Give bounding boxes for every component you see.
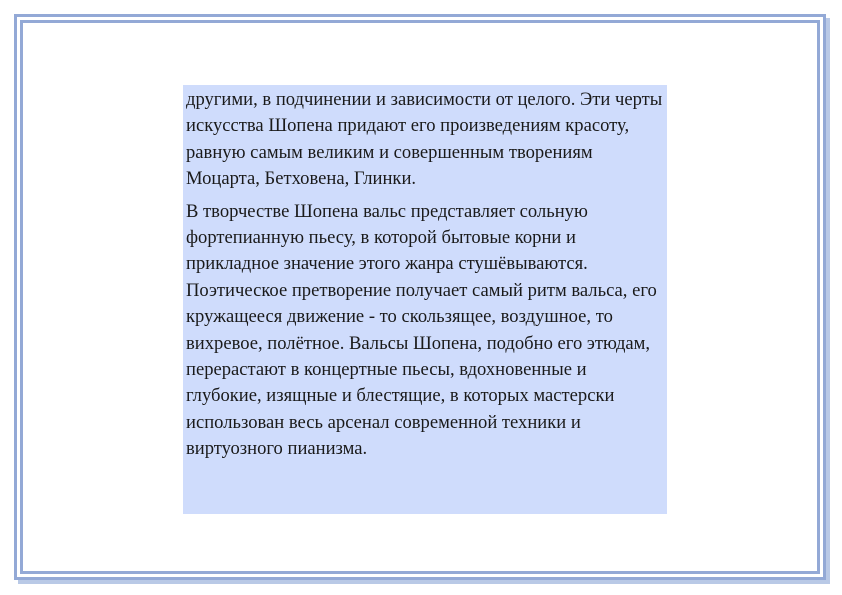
text-block [183, 85, 667, 514]
paragraph-1: другими, в подчинении и зависимости от целого. Эти черты искусства Шопена придают его произведениям красоту, равную самым великим и совершенным творениям Моцарта, Бетховена, Глинки. [186, 89, 663, 190]
paragraph-2: В творчестве Шопена вальс представляет сольную фортепианную пьесу, в которой бытовые корни и прикладное значение этого жанра стушёвываются. Поэтическое претворение получает самый ритм вальса, его кружащееся движение - то скользящее, воздушное, то вихревое, полётное. Вальсы Шопена, подобно его этюдам, перерастают в концертные пьесы, вдохновенные и глубокие, изящные и блестящие, в которых мастерски использован весь арсенал современной техники и виртуозного пианизма. [186, 200, 657, 460]
frame-shadow [826, 18, 830, 584]
frame-shadow [18, 580, 830, 584]
